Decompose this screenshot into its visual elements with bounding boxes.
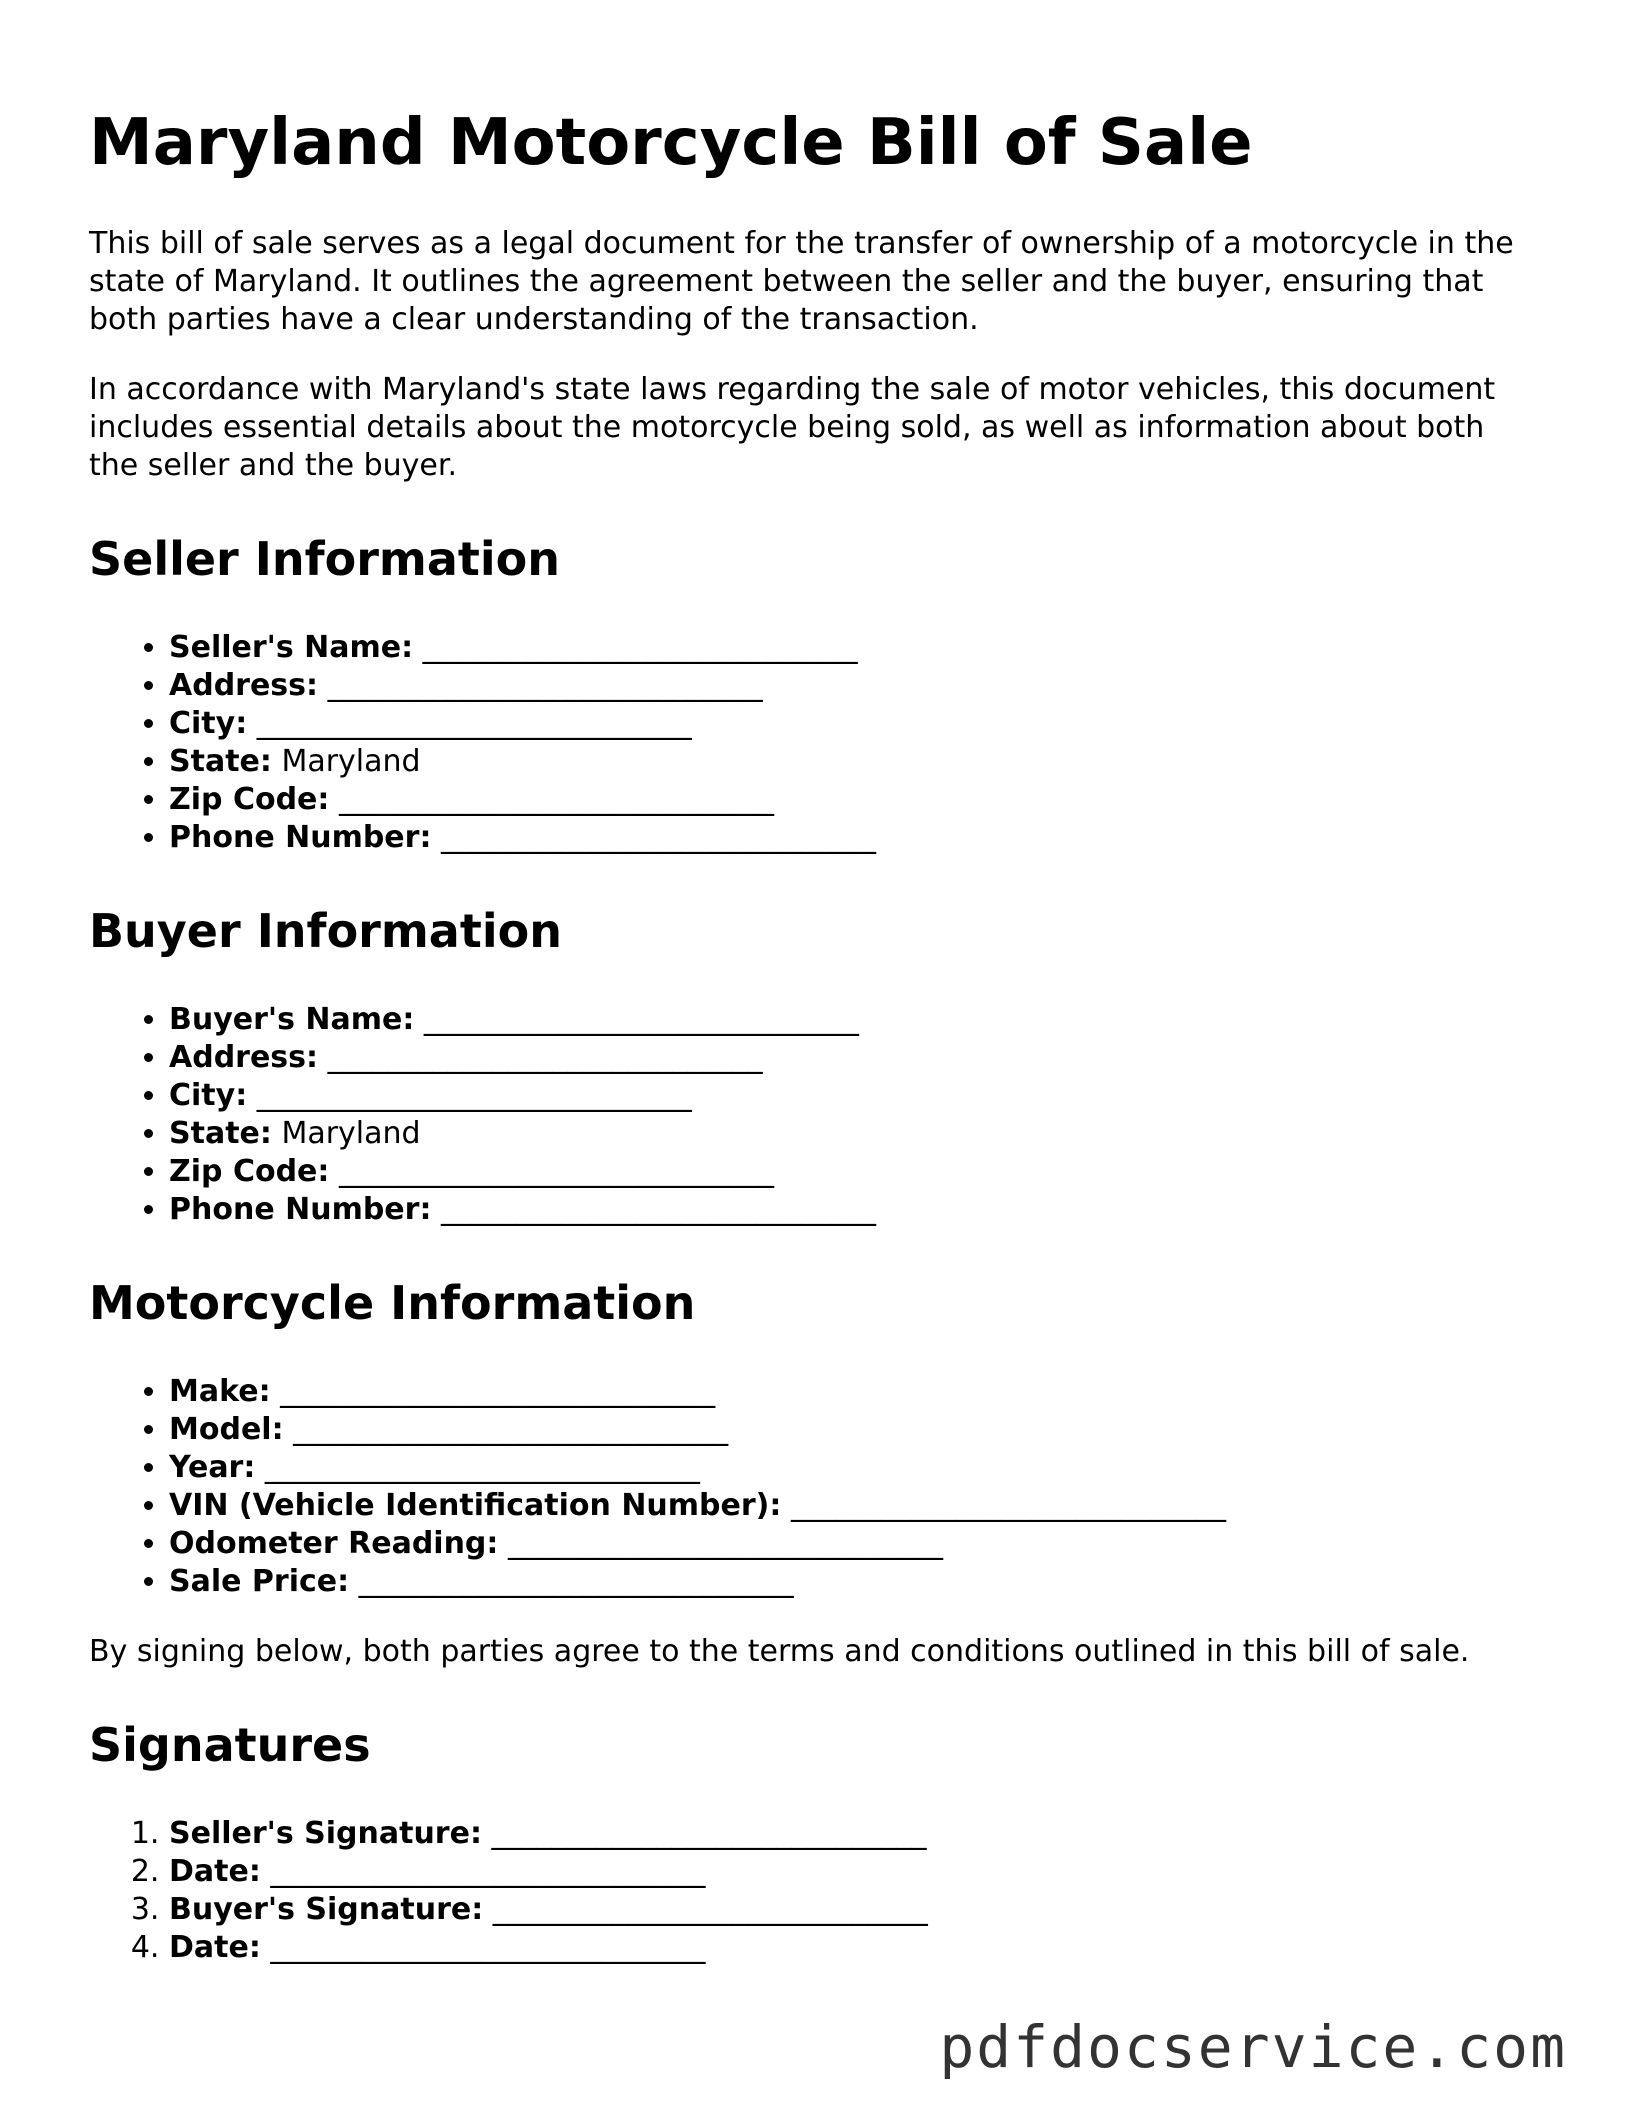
list-item [169, 1449, 1529, 1487]
field-value: _____________________________ [327, 1039, 763, 1075]
seller-list [89, 629, 1529, 857]
list-item [169, 743, 1529, 781]
field-value: _____________________________ [280, 1373, 716, 1409]
field-value: _____________________________ [338, 781, 774, 817]
list-item [169, 1563, 1529, 1601]
motorcycle-heading: Motorcycle Information [89, 1275, 696, 1330]
field-label: Odometer Reading: [169, 1525, 499, 1561]
field-value: _____________________________ [270, 1929, 706, 1965]
list-item [169, 1191, 1529, 1229]
field-label: Seller's Name: [169, 629, 414, 665]
field-label: Buyer's Signature: [169, 1891, 484, 1927]
list-item [169, 1929, 1529, 1967]
field-value: _____________________________ [256, 705, 692, 741]
list-item [169, 1487, 1529, 1525]
page-title: Maryland Motorcycle Bill of Sale [89, 106, 1253, 180]
list-item [169, 1039, 1529, 1077]
list-item [169, 1077, 1529, 1115]
field-value: _____________________________ [293, 1411, 729, 1447]
list-item [169, 1373, 1529, 1411]
field-label: City: [169, 705, 248, 741]
list-item [169, 1001, 1529, 1039]
field-value: _____________________________ [256, 1077, 692, 1113]
list-item [169, 629, 1529, 667]
watermark: pdfdocservice.com [939, 2013, 1567, 2081]
field-label: State: [169, 743, 272, 779]
field-label: VIN (Vehicle Identification Number): [169, 1487, 782, 1523]
field-label: Zip Code: [169, 1153, 330, 1189]
field-value: _____________________________ [422, 629, 858, 665]
field-value: _____________________________ [492, 1891, 928, 1927]
seller-heading: Seller Information [89, 531, 561, 586]
list-item [169, 819, 1529, 857]
field-value: Maryland [281, 743, 421, 779]
document-page [89, 105, 1529, 1967]
field-label: Address: [169, 667, 319, 703]
field-label: Model: [169, 1411, 284, 1447]
field-label: Make: [169, 1373, 271, 1409]
intro-paragraph-1: This bill of sale serves as a legal document for the transfer of ownership of a motorcycle in the state of Maryland. It outlines the agreement between the seller and the buyer, ensuring that both parties have a clear understanding of the transaction. [89, 225, 1514, 337]
list-item [169, 1115, 1529, 1153]
field-value: _____________________________ [327, 667, 763, 703]
list-item [169, 1853, 1529, 1891]
field-value: _____________________________ [441, 1191, 876, 1227]
intro-paragraph-2: In accordance with Maryland's state laws regarding the sale of motor vehicles, this document includes essential details about the motorcycle being sold, as well as information about both the seller and the buyer. [89, 371, 1496, 483]
field-label: Year: [169, 1449, 256, 1485]
signatures-list [89, 1815, 1529, 1967]
field-value: _____________________________ [358, 1563, 794, 1599]
buyer-list [89, 1001, 1529, 1229]
list-item [169, 1525, 1529, 1563]
field-label: Zip Code: [169, 781, 330, 817]
field-value: _____________________________ [441, 819, 876, 855]
motorcycle-list [89, 1373, 1529, 1601]
field-value: _____________________________ [507, 1525, 943, 1561]
signatures-heading: Signatures [89, 1717, 371, 1772]
field-label: Date: [169, 1929, 261, 1965]
list-item [169, 781, 1529, 819]
field-value: Maryland [281, 1115, 421, 1151]
field-label: State: [169, 1115, 272, 1151]
field-label: Seller's Signature: [169, 1815, 482, 1851]
field-label: Phone Number: [169, 819, 432, 855]
list-item [169, 1153, 1529, 1191]
field-value: _____________________________ [264, 1449, 700, 1485]
buyer-heading: Buyer Information [89, 903, 562, 958]
field-label: City: [169, 1077, 248, 1113]
field-value: _____________________________ [270, 1853, 706, 1889]
list-item [169, 1411, 1529, 1449]
field-label: Phone Number: [169, 1191, 432, 1227]
field-label: Address: [169, 1039, 319, 1075]
field-label: Buyer's Name: [169, 1001, 415, 1037]
list-item [169, 667, 1529, 705]
agreement-paragraph: By signing below, both parties agree to the terms and conditions outlined in this bill of sale. [89, 1633, 1470, 1669]
field-value: _____________________________ [491, 1815, 927, 1851]
list-item [169, 1815, 1529, 1853]
field-label: Date: [169, 1853, 261, 1889]
list-item [169, 1891, 1529, 1929]
field-value: _____________________________ [790, 1487, 1226, 1523]
field-label: Sale Price: [169, 1563, 350, 1599]
field-value: _____________________________ [423, 1001, 859, 1037]
list-item [169, 705, 1529, 743]
field-value: _____________________________ [338, 1153, 774, 1189]
